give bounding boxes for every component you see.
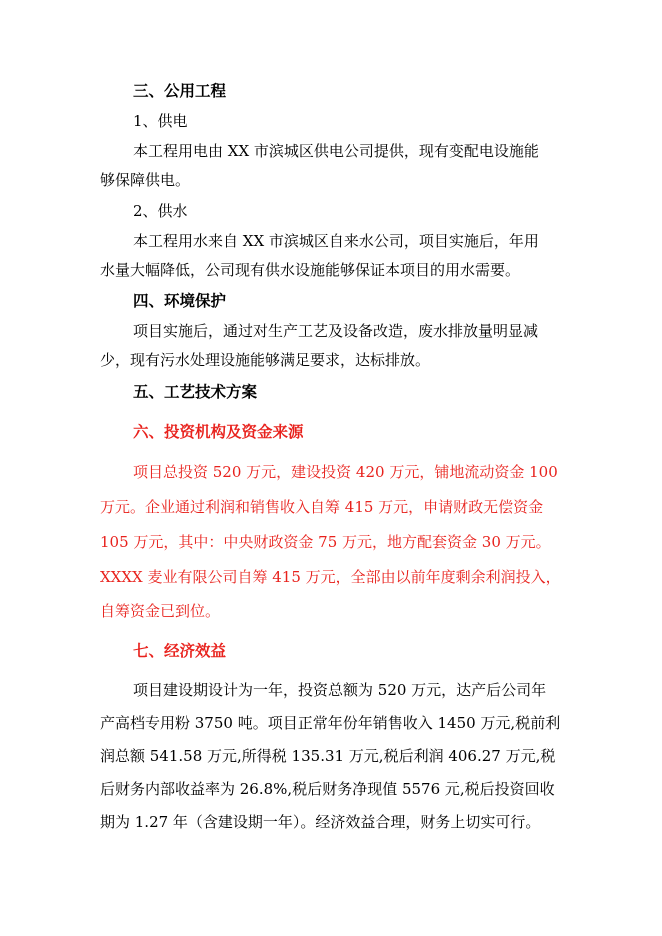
section-heading-utilities: 三、公用工程 — [133, 81, 227, 100]
paragraph-line: 本工程用电由 XX 市滨城区供电公司提供，现有变配电设施能 — [133, 142, 539, 160]
paragraph-line: 本工程用水来自 XX 市滨城区自来水公司，项目实施后，年用 — [133, 232, 539, 250]
paragraph-line: 水量大幅降低，公司现有供水设施能够保证本项目的用水需要。 — [100, 261, 521, 279]
paragraph-line: 产高档专用粉 3750 吨。项目正常年份年销售收入 1450 万元,税前利 — [100, 714, 561, 732]
paragraph-line: 少，现有污水处理设施能够满足要求，达标排放。 — [100, 351, 431, 369]
section-heading-investment: 六、投资机构及资金来源 — [133, 422, 304, 441]
paragraph-line: 期为 1.27 年（含建设期一年）。经济效益合理，财务上切实可行。 — [100, 813, 541, 831]
paragraph-line: 项目总投资 520 万元，建设投资 420 万元，铺地流动资金 100 — [133, 463, 558, 481]
paragraph-line: 万元。企业通过利润和销售收入自筹 415 万元，申请财政无偿资金 — [100, 498, 544, 516]
paragraph-line: 润总额 541.58 万元,所得税 135.31 万元,税后利润 406.27 万元,税 — [100, 747, 556, 765]
paragraph-line: 够保障供电。 — [100, 171, 191, 189]
paragraph-line: 项目实施后，通过对生产工艺及设备改造，废水排放量明显减 — [133, 322, 539, 340]
paragraph-line: 项目建设期设计为一年，投资总额为 520 万元，达产后公司年 — [133, 681, 547, 699]
paragraph-line: 105 万元，其中：中央财政资金 75 万元，地方配套资金 30 万元。 — [100, 533, 551, 551]
section-heading-technology: 五、工艺技术方案 — [133, 382, 258, 401]
paragraph-line: XXXX 麦业有限公司自筹 415 万元，全部由以前年度剩余利润投入， — [100, 568, 561, 586]
paragraph-line: 后财务内部收益率为 26.8%,税后财务净现值 5576 元,税后投资回收 — [100, 780, 555, 798]
paragraph-line: 自筹资金已到位。 — [100, 602, 221, 620]
section-heading-environment: 四、环境保护 — [133, 291, 227, 310]
subheading-power-supply: 1、供电 — [133, 112, 188, 130]
subheading-water-supply: 2、供水 — [133, 202, 188, 220]
section-heading-economic-benefit: 七、经济效益 — [133, 641, 227, 660]
